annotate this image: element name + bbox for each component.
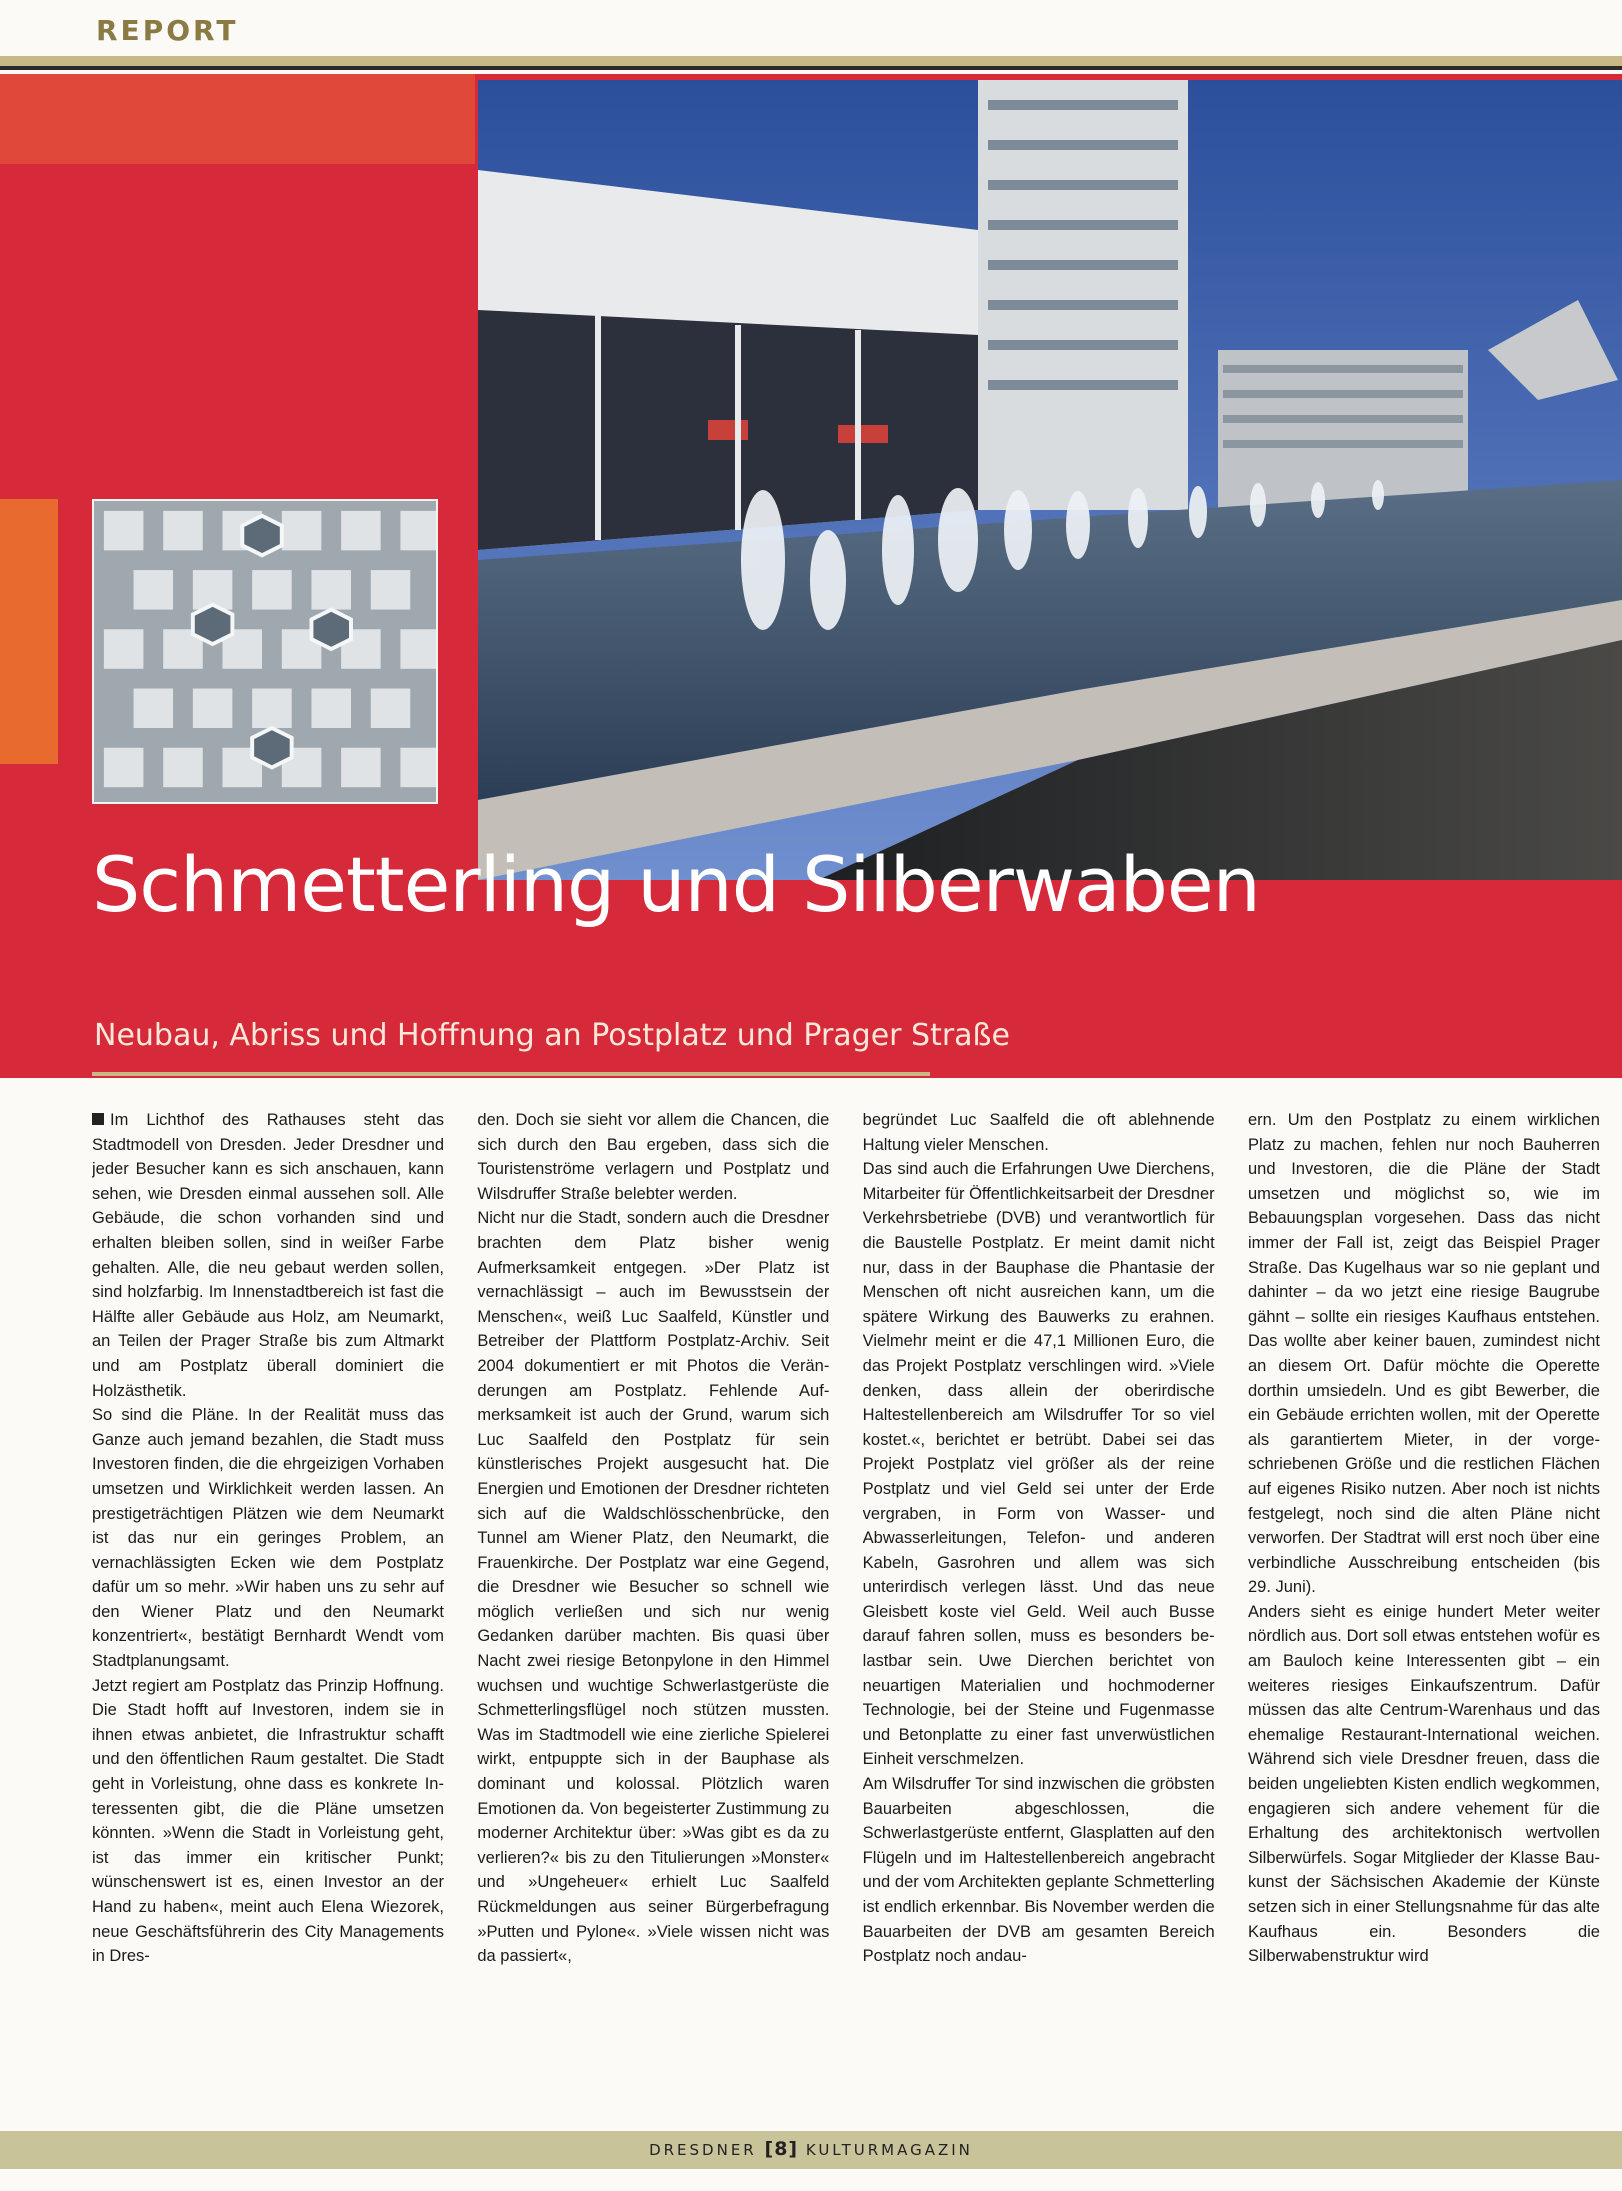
paragraph	[92, 1108, 444, 1403]
paragraph: Nicht nur die Stadt, sondern auch die Dresdner brachten dem Platz bisher wenig Aufmerksamkeit entgegen. »Der Platz ist vernachlässigt – auch im Bewusstsein der Menschen«, weiß Luc Saalfeld, Künstler und Betreiber der Plattform Postplatz-Archiv. Seit 2004 dokumentiert er mit Photos die Veränderungen am Postplatz. Fehlende Aufmerksamkeit ist auch der Grund, warum sich Luc Saalfeld den Postplatz für sein künstlerisches Projekt ausgesucht hat. Die Energien und Emotionen der Dresdner richteten sich auf die Waldschlösschenbrücke, den Tunnel am Wiener Platz, den Neumarkt, die Frauenkirche. Der Postplatz war eine Gegend, die Dresdner wie Besucher so schnell wie möglich verließen und sich nur wenig Gedanken darüber machten. Bis quasi über Nacht zwei riesige Betonpylone in den Himmel wuchsen und wuchtige Schwerlastgerüste die Schmetterlingsflügel noch stützen mussten. Was im Stadtmodell wie eine zierliche Spielerei wirkt, entpuppte sich in der Bauphase als dominant und kolossal. Plötzlich waren Emotionen da. Von begeisterter Zustimmung zu moderner Architektur über: »Was gibt es da zu verlieren?« bis zu den Titulierungen »Monster« und »Ungeheuer« erhielt Luc Saalfeld Rückmeldungen aus seiner Bürgerbefragung »Putten und Pylone«. »Viele wissen nicht was da passiert«,	[477, 1209, 830, 1966]
header-rule	[0, 56, 1622, 70]
article-title: Schmetterling und Silberwaben	[92, 840, 1260, 929]
hero-top-accent	[0, 74, 475, 164]
hero	[0, 74, 1622, 1078]
inset-photo	[92, 499, 438, 804]
section-label: REPORT	[96, 14, 239, 47]
paragraph: Das sind auch die Erfahrungen Uwe Dierchens, Mitarbeiter für Öffentlichkeitsarbeit der Dresdner Verkehrsbetriebe (DVB) und verantwortlich für die Baustelle Postplatz. Er meint damit nicht nur, dass in der Bauphase die Phantasie der Menschen oft nicht ausreichen kann, um die spätere Wirkung des Bauwerks zu erahnen. Vielmehr meint er die 47,1 Millionen Euro, die das Projekt Postplatz verschlingen wird. »Viele denken, dass allein der oberirdische Haltestellenbereich am Wilsdruffer Tor so viel kostet.«, berichtet er betrübt. Dabei sei das Projekt Postplatz viel größer als der reine Postplatz und viel Geld sei unter der Erde vergraben, in Form von Wasser- und Abwasserleitungen, Telefon- und anderen Kabeln, Gasrohren und allem was sich unterirdisch verlegen lässt. Und das neue Gleisbett koste viel Geld. Weil auch Busse darauf fahren sollen, muss es besonders belastbar sein. Uwe Dierchen berichtet von neuartigen Materialien und hochmoderner Technologie, bei der Steine und Fugenmasse und Betonplatte zu einer fast unverwüstlichen Einheit verschmelzen.	[862, 1160, 1215, 1769]
article-subtitle: Neubau, Abriss und Hoffnung an Postplatz und Prager Straße	[94, 1018, 1010, 1053]
hero-bottom-rule	[92, 1072, 930, 1076]
article-columns	[92, 1108, 1600, 2108]
paragraph-text: Im Lichthof des Rathauses steht das Stadtmodell von Dresden. Jeder Dresdner und jeder Besucher kann es sich anschauen, kann sehen, wie Dresden einmal aussehen soll. Alle Gebäude, die schon vorhanden sind und erhalten bleiben sollen, sind in weißer Farbe gehalten. Alle, die neu gebaut werden sollen, sind holzfarbig. Im Innenstadtbereich ist fast die Hälfte aller Gebäude aus Holz, am Neumarkt, an Teilen der Prager Straße bis zum Altmarkt und am Postplatz überall dominiert die Holzästhetik.	[92, 1111, 444, 1400]
article-column-3	[863, 1108, 1215, 2108]
paragraph: So sind die Pläne. In der Realität muss das Ganze auch jemand bezahlen, die Stadt muss Investoren finden, die die ehrgeizigen Vorhaben umsetzen und Wirklichkeit werden lassen. An prestigeträchtigen Plätzen wie dem Neumarkt ist das nur ein geringes Problem, an vernachlässigten Ecken wie dem Postplatz dafür um so mehr. »Wir haben uns zu sehr auf den Wiener Platz und den Neumarkt konzentriert«, bestätigt Bernhardt Wendt vom Stadtplanungsamt.	[92, 1406, 444, 1671]
hero-left-accent	[0, 499, 58, 764]
paragraph: ern. Um den Postplatz zu einem wirklichen Platz zu machen, fehlen nur noch Bauherren und Investoren, die die Pläne der Stadt umsetzen und möglichst so, wie im Bebauungsplan vorgesehen. Dass das nicht immer der Fall ist, zeigt das Beispiel Prager Straße. Das Kugelhaus war so nie geplant und dahinter – da wo jetzt eine riesige Baugrube gähnt – sollte ein riesiges Kaufhaus entstehen. Das wollte aber keiner bauen, zumindest nicht an diesem Ort. Dafür möchte die Operette dorthin umsiedeln. Und es gibt Bewerber, die ein Gebäude errichten wollen, mit der Operette als garantiertem Mieter, in der vorgeschriebenen Größe und die restlichen Flächen auf eigenes Risiko nutzen. Aber noch ist nichts festgelegt, noch sind die alten Pläne nicht verworfen. Der Stadtrat will erst noch über eine verbindliche Ausschreibung entscheiden (bis 29. Juni).	[1247, 1111, 1600, 1597]
footer-magazine-left: DRESDNER	[649, 2141, 757, 2159]
paragraph: begründet Luc Saalfeld die oft ablehnende Haltung vieler Menschen.	[862, 1111, 1215, 1154]
article-column-4	[1248, 1108, 1600, 2108]
hero-photo	[478, 80, 1622, 880]
page-number: [8]	[764, 2138, 799, 2160]
paragraph: Anders sieht es einige hundert Meter weiter nördlich aus. Dort soll etwas entstehen wofür es am Bauloch keine Interessenten gibt – ein weiteres riesiges Einkaufszentrum. Dafür müssen das alte Centrum-Warenhaus und das ehemalige Restaurant-International weichen. Während sich viele Dresdner freuen, dass die beiden ungeliebten Kisten endlich wegkommen, engagieren sich andere vehement für die Erhaltung des architektonisch wertvollen Silberwürfels. Sogar Mitglieder der Klasse Baukunst der Sächsischen Akademie der Künste setzen sich in einer Stellungsnahme für das alte Kaufhaus ein. Besonders die Silberwabenstruktur wird	[1247, 1602, 1600, 1966]
paragraph: Am Wilsdruffer Tor sind inzwischen die gröbsten Bauarbeiten abgeschlossen, die Schwerlastgerüste entfernt, Glasplatten auf den Flügeln und im Haltestellenbereich angebracht und der vom Architekten geplante Schmetterling ist endlich erkennbar. Bis November werden die Bauarbeiten der DVB am gesamten Bereich Postplatz noch andau-	[862, 1775, 1215, 1966]
article-column-2	[477, 1108, 829, 2108]
article-column-1	[92, 1108, 444, 2108]
paragraph: den. Doch sie sieht vor allem die Chancen, die sich durch den Bau ergeben, dass sich die Touristenströme verlagern und Postplatz und Wilsdruffer Straße belebter werden.	[477, 1111, 830, 1203]
lead-square-icon	[92, 1113, 104, 1125]
footer	[0, 2138, 1622, 2160]
paragraph: Jetzt regiert am Postplatz das Prinzip Hoffnung. Die Stadt hofft auf Investoren, indem sie in ihnen etwas anbietet, die Infrastruktur schafft und den öffentlichen Raum gestaltet. Die Stadt geht in Vorleistung, ohne dass es konkrete Interessenten gibt, die die Pläne umsetzen könnten. »Wenn die Stadt in Vorleistung geht, ist das immer ein kritischer Punkt; wünschenswert ist es, einen Investor an der Hand zu haben«, meint auch Elena Wiezorek, neue Geschäftsführerin des City Managements in Dres-	[92, 1676, 444, 1966]
footer-magazine-right: KULTURMAGAZIN	[805, 2141, 973, 2159]
